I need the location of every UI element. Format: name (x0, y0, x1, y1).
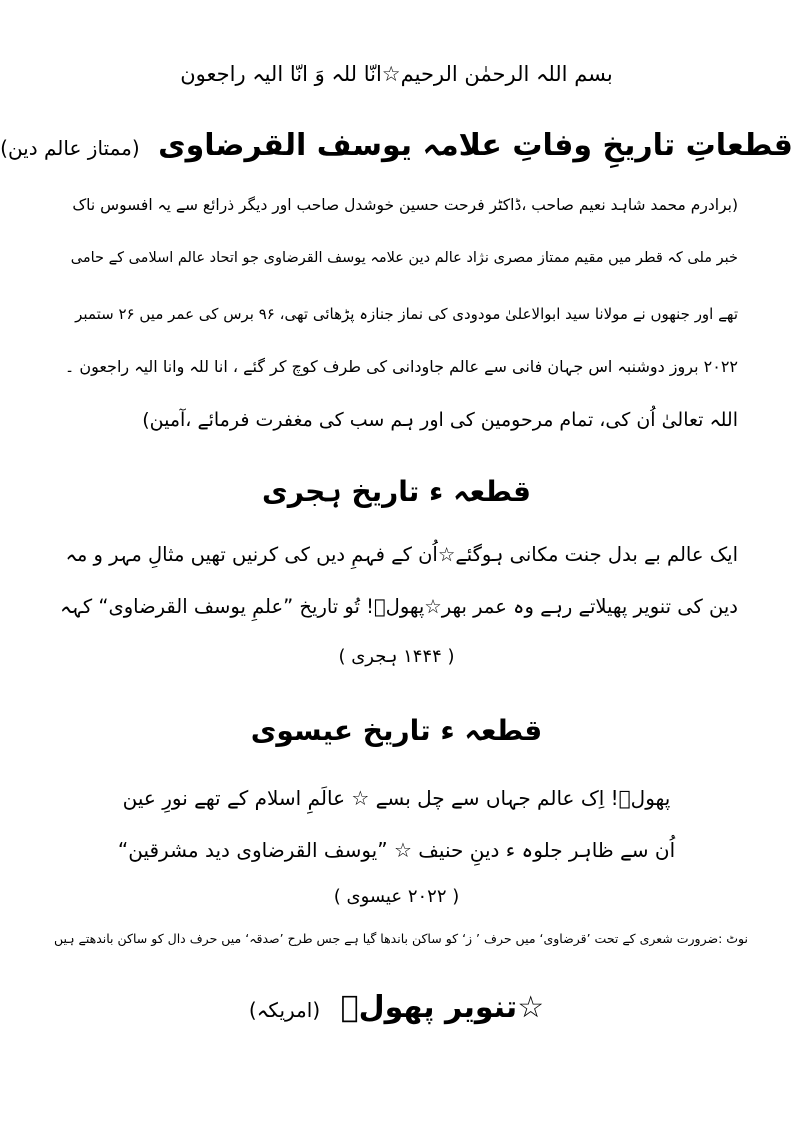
gregorian-verse-line: پھولؔ! اِک عالم جہاں سے چل بسے ☆ عالَمِ اسلام کے تھے نورِ عین (122, 786, 671, 810)
intro-line: (برادرم محمد شاہد نعیم صاحب ،ڈاکٹر فرحت حسین خوشدل صاحب اور دیگر ذرائع سے یہ افسوس ناک (72, 196, 738, 214)
footnote: نوٹ :ضرورت شعری کے تحت ’قرضاوی‘ میں حرف ’ ز‘ کو ساکن باندھا گیا ہے جس طرح ’صدقہ‘ میں حرف دال کو ساکن باندھتے ہیں (53, 931, 748, 946)
intro-line: اللہ تعالیٰ اُن کی، تمام مرحومین کی اور ہم سب کی مغفرت فرمائے ،آمین) (142, 409, 738, 431)
hijri-section-heading: قطعہ ء تاریخ ہجری (262, 475, 531, 508)
hijri-year: ( ۱۴۴۴ ہجری ) (338, 646, 455, 667)
title-text: قطعاتِ تاریخِ وفاتِ علامہ یوسف القرضاوی (158, 128, 793, 163)
title-subtitle: (ممتاز عالم دین) (0, 136, 140, 160)
intro-line: تھے اور جنھوں نے مولانا سید ابوالاعلیٰ مودودی کی نماز جنازہ پڑھائی تھی، ۹۶ برس کی عمر میں ۲۶ ستمبر (75, 305, 738, 323)
intro-line: ۲۰۲۲ بروز دوشنبہ اس جہان فانی سے عالم جاودانی کی طرف کوچ کر گئے ، انا للہ وانا الیہ راجعون ۔ (64, 357, 738, 376)
hijri-verse-line: ایک عالم بے بدل جنت مکانی ہوگئے☆اُن کے فہمِ دیں کی کرنیں تھیں مثالِ مہر و مہ (65, 543, 738, 566)
gregorian-year: ( ۲۰۲۲ عیسوی ) (333, 886, 460, 907)
gregorian-section-heading: قطعہ ء تاریخ عیسوی (250, 714, 543, 747)
author-signature (0, 990, 793, 1025)
hijri-verse-line: دین کی تنویر پھیلاتے رہے وہ عمر بھر☆پھولؔ! تُو تاریخ ”علمِ یوسف القرضاوی“ کہہ (60, 595, 738, 618)
intro-line: خبر ملی کہ قطر میں مقیم ممتاز مصری نژاد عالم دین علامہ یوسف القرضاوی جو اتحاد عالم اسلامی کے حامی (70, 250, 738, 266)
author-name: ☆تنویر پھولؔ (340, 990, 545, 1025)
bismillah-line: بسم اللہ الرحمٰن الرحیم☆انّا للہ وَ انّا الیہ راجعون (180, 62, 613, 86)
gregorian-verse-line: اُن سے ظاہر جلوہ ء دینِ حنیف ☆ ”یوسف القرضاوی دید مشرقین“ (117, 838, 676, 862)
page-title (0, 128, 793, 163)
author-location: (امریکہ) (248, 998, 321, 1022)
